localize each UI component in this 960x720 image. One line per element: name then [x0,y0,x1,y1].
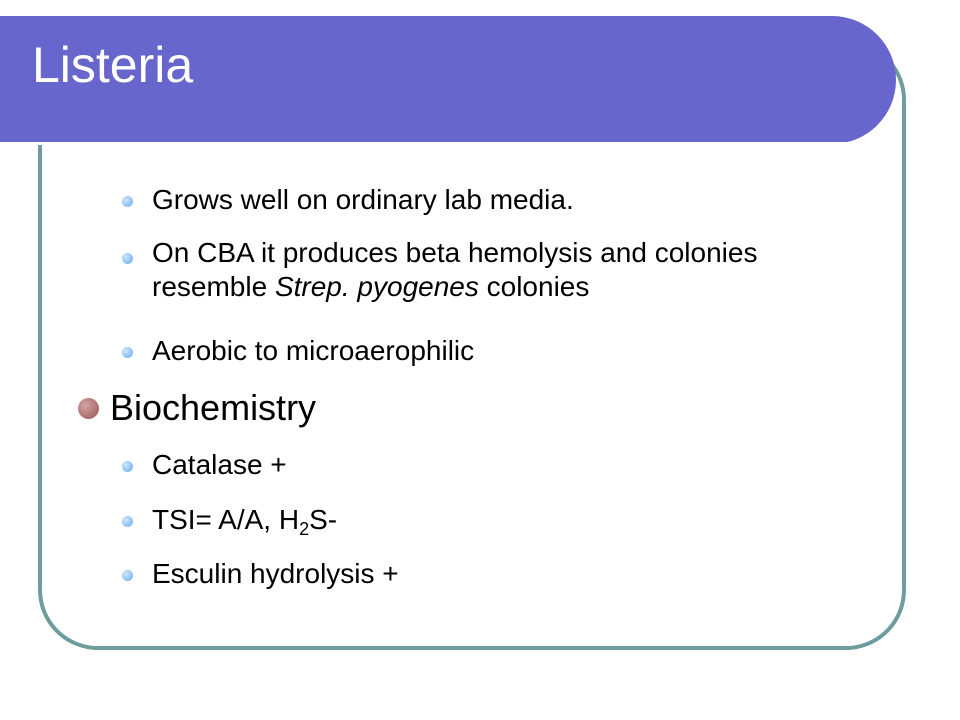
cba-text-end: colonies [478,271,590,302]
bullet-icon [122,570,133,581]
bullet-item-cba [152,236,872,304]
slide-title: Listeria [32,37,194,93]
tsi-text: TSI= A/A, H [152,504,300,535]
bullet-icon [122,461,133,472]
bullet-item-aerobic: Aerobic to microaerophilic [152,335,475,366]
bullet-icon [78,398,99,419]
bullet-item-grows: Grows well on ordinary lab media. [152,184,574,215]
bullet-item-catalase: Catalase + [152,449,287,480]
tsi-text-end: S- [309,504,338,535]
bullet-icon [122,196,133,207]
cba-organism: Strep. pyogenes [274,271,479,302]
bullet-icon [122,516,133,527]
bullet-item-tsi [152,503,892,537]
tsi-subscript: 2 [299,519,310,539]
bullet-icon [122,347,133,358]
bullet-item-esculin: Esculin hydrolysis + [152,558,399,589]
bullet-item-biochemistry: Biochemistry [110,387,317,428]
cba-text: On CBA it produces beta hemolysis and colonies resemble [152,237,758,302]
bullet-icon [122,253,133,264]
